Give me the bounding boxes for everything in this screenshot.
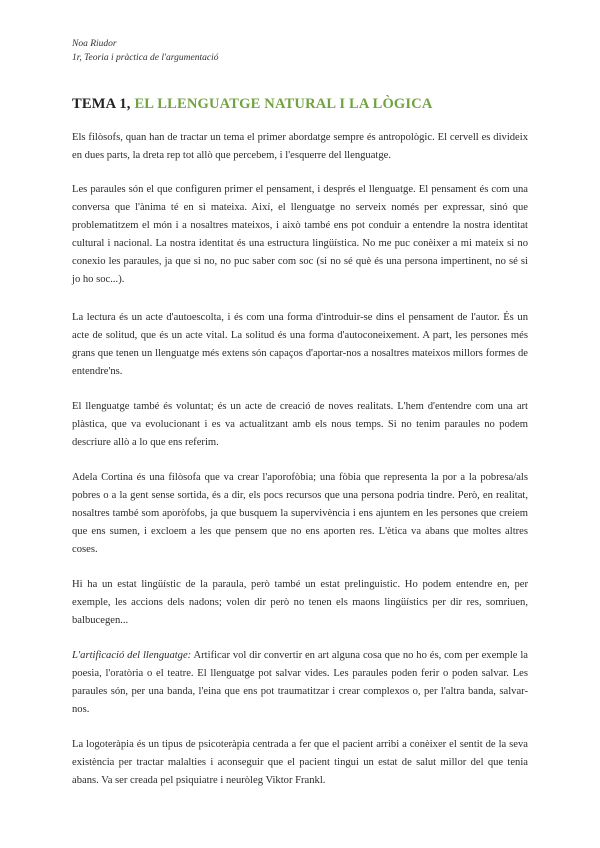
title-number: TEMA 1, (72, 96, 131, 112)
paragraph-pensament: Les paraules són el que configuren primer el pensament, i després el llenguatge. El pensament és com una conversa que l'ànima té en si mateixa. Així, el llenguatge no serveix només per expressar, sinó que problematitzem el món i a nosaltres mateixos, i això també ens pot conduir a entendre la nostra identitat cultural i nacional. La nostra identitat és una estructura lingüística. No me puc conèixer a mi mateix si no conexio les paraules, ja que si no, no puc saber com soc (si no sé què és una persona impertinent, no sé si jo ho soc...). (72, 184, 528, 285)
paragraph-prelinguistic: Hi ha un estat lingüístic de la paraula, però també un estat prelinguistic. Ho podem entendre en, per exemple, les accions dels nadons; volen dir però no tenen els maons lingüístics per dir res, somriuen, balbucegen... (72, 579, 528, 626)
paragraph-aporofobia: Adela Cortina és una filòsofa que va crear l'aporofòbia; una fòbia que representa la por a la pobresa/als pobres o a la gent sense sortida, és a dir, els pocs recursos que una persona podria tindre. Però, en realitat, nosaltres també som aporòfobs, ja que busquem la supervivència i ens ajuntem en les persones que creiem que ens sumen, i excloem a les que pensem que no ens aporten res. L'ètica va abans que moltes altres coses. (72, 472, 528, 555)
paragraph-artificacio (72, 647, 528, 719)
page-title (72, 96, 532, 113)
paragraph-logoterapia: La logoteràpia és un tipus de psicoteràpia centrada a fer que el pacient arribi a conèixer el sentit de la seva existència per tractar malalties i aconseguir que el pacient tingui un estat de salut millor del que tenia abans. Va ser creada pel psiquiatre i neuròleg Viktor Frankl. (72, 739, 528, 786)
paragraph-antropologic: Els filòsofs, quan han de tractar un tema el primer abordatge sempre és antropològic. El cervell es divideix en dues parts, la dreta rep tot allò que percebem, i l'esquerre del llenguatge. (72, 132, 528, 161)
document-body (72, 129, 528, 807)
paragraph-lead: L'artificació del llenguatge: (72, 650, 192, 661)
paragraph-artificacio-text: Artificar vol dir convertir en art alguna cosa que no ho és, com per exemple la poesia, l'oratòria o el teatre. El llenguatge pot salvar vides. Les paraules poden ferir o poden salvar. Les paraules són, per una banda, l'eina que ens pot traumatitzar i crear complexos o, per l'altra banda, salvar-nos. (72, 650, 528, 715)
header-course: 1r, Teoria i pràctica de l'argumentació (72, 53, 219, 63)
header-author: Noa Riudor (72, 39, 117, 49)
paragraph-voluntat: El llenguatge també és voluntat; és un acte de creació de noves realitats. L'hem d'entendre com una art plàstica, que va evolucionant i es va actualitzant amb els nous temps. Si no tenim paraules no podem descriure allò a lo que ens referim. (72, 401, 528, 448)
title-text: EL LLENGUATGE NATURAL I LA LÒGICA (134, 96, 433, 112)
page-header (72, 37, 218, 65)
paragraph-lectura: La lectura és un acte d'autoescolta, i és com una forma d'introduir-se dins el pensament de l'autor. És un acte de solitud, que és un acte vital. La solitud és una forma d'autoconeixement. A part, les persones més grans que tenen un llenguatge més extens són capaços d'aportar-nos a nosaltres mateixos millors formes de entendre'ns. (72, 312, 528, 377)
